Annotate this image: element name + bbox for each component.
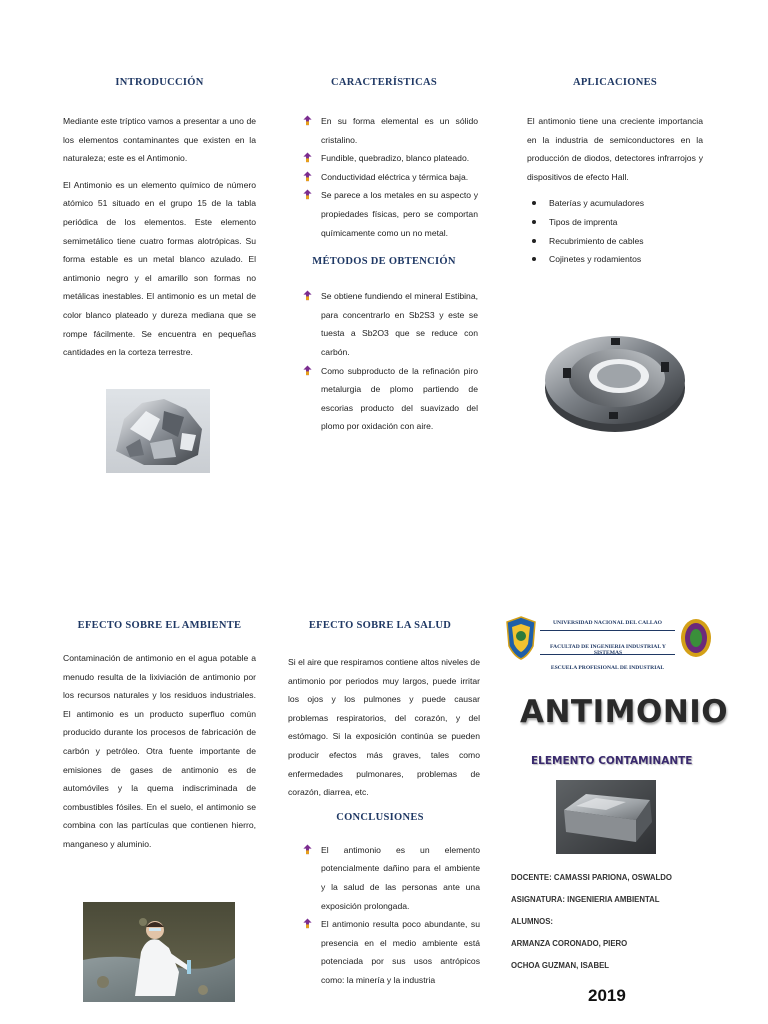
salud-panel: [288, 620, 480, 990]
arrow-bullet-icon: [302, 844, 313, 855]
list-item: El antimonio resulta poco abundante, su presencia en el medio ambiente está potenciada por sus usos antrópicos como: la minería y la industria: [302, 915, 480, 989]
university-seal: [506, 616, 536, 660]
list-item: Como subproducto de la refinación piro metalurgia de plomo partiendo de escorias producto del suavizado del plomo por oxidación con aire.: [302, 362, 478, 436]
salud-paragraph: Si el aire que respiramos contiene altos niveles de antimonio por periodos muy largos, puede irritar los ojos y los pulmones y puede causar problemas respiratorios, del corazón, y del estómago. Si la exposición continúa se pueden producir efectos más graves, tales como enfermedades pulmonares, problemas de corazón, diarrea, etc.: [288, 657, 480, 798]
salud-heading: EFECTO SOBRE LA SALUD: [308, 620, 452, 631]
aplicaciones-list: [527, 194, 703, 268]
docente-text: DOCENTE: CAMASSI PARIONA, OSWALDO: [511, 873, 672, 882]
cover-year: 2019: [588, 986, 626, 1005]
faculty-seal: [680, 618, 712, 658]
caracteristicas-panel: [302, 77, 478, 436]
alumno-name: ARMANZA CORONADO, PIERO: [511, 939, 628, 948]
list-item: Recubrimiento de cables: [527, 232, 703, 251]
list-item: En su forma elemental es un sólido cristalino.: [302, 112, 478, 149]
antimony-ingot-photo: [556, 780, 656, 854]
arrow-bullet-icon: [302, 152, 313, 163]
list-item: Conductividad eléctrica y térmica baja.: [302, 168, 478, 187]
metodos-list: [302, 287, 478, 436]
school-name: ESCUELA PROFESIONAL DE INDUSTRIAL: [550, 665, 665, 671]
cover-rule-2: [540, 654, 675, 655]
list-item: Fundible, quebradizo, blanco plateado.: [302, 149, 478, 168]
alumnos-label: ALUMNOS:: [511, 917, 554, 926]
list-item: Se obtiene fundiendo el mineral Estibina, para concentrarlo en Sb2S3 y este se tuesta a Sb2O3 que se reduce con carbón.: [302, 287, 478, 361]
antimony-crystal-photo: [106, 389, 210, 473]
list-item: Cojinetes y rodamientos: [527, 250, 703, 269]
intro-heading: INTRODUCCIÓN: [115, 77, 204, 88]
university-name: UNIVERSIDAD NACIONAL DEL CALLAO: [553, 620, 662, 626]
intro-paragraph-2: El Antimonio es un elemento químico de número atómico 51 situado en el grupo 15 de la tabla periódica de los elementos. Este elemento semimetálico tiene cuatro formas alotrópicas. Su forma estable es un metal blanco azulado. El antimonio negro y el amarillo son formas no metálicas inestables. El antimonio es un metal de color blanco plateado y dureza mediana que se rompe fácilmente. Se encuentra en pequeñas cantidades en la corteza terrestre.: [63, 179, 256, 358]
alumno-name: OCHOA GUZMAN, ISABEL: [511, 961, 610, 970]
arrow-bullet-icon: [302, 290, 313, 301]
ambiente-panel: [63, 620, 256, 862]
aplicaciones-heading: APLICACIONES: [572, 77, 658, 88]
ambiente-heading: EFECTO SOBRE EL AMBIENTE: [77, 620, 242, 631]
intro-panel: [63, 77, 256, 370]
ambiente-paragraph: Contaminación de antimonio en el agua potable a menudo resulta de la lixiviación de antimonio por los recursos naturales y los residuos industriales. El antimonio es un producto superfluo común producido durante los procesos de fabricación de carbón y petróleo. Otra fuente importante de emisiones de gases de antimonio es de automóviles y la quema indiscriminada de combustibles fósiles. En el suelo, el antimonio se combina con las partículas que contienen hierro, manganeso y aluminio.: [63, 653, 256, 849]
list-item: Baterías y acumuladores: [527, 194, 703, 213]
conclusiones-list: [302, 841, 480, 990]
conclusiones-heading: CONCLUSIONES: [336, 811, 424, 823]
cover-title: ANTIMONIO: [520, 694, 729, 730]
aplicaciones-panel: [527, 77, 703, 269]
aplicaciones-paragraph: El antimonio tiene una creciente importancia en la industria de semiconductores en la producción de diodos, detectores infrarrojos y dispositivos de efecto Hall.: [527, 116, 703, 182]
bearing-photo: [541, 322, 689, 440]
scientist-water-sample-photo: [83, 902, 235, 1002]
metodos-heading: MÉTODOS DE OBTENCIÓN: [312, 256, 456, 268]
arrow-bullet-icon: [302, 115, 313, 126]
list-item: El antimonio es un elemento potencialmente dañino para el ambiente y la salud de las personas ante una exposición prolongada.: [302, 841, 480, 915]
arrow-bullet-icon: [302, 189, 313, 200]
intro-paragraph-1: Mediante este tríptico vamos a presentar a uno de los elementos contaminantes que existen en la naturaleza; este es el Antimonio.: [63, 116, 256, 164]
caracteristicas-heading: CARACTERÍSTICAS: [330, 77, 438, 88]
arrow-bullet-icon: [302, 365, 313, 376]
arrow-bullet-icon: [302, 918, 313, 929]
cover-rule-1: [540, 630, 675, 631]
list-item: Tipos de imprenta: [527, 213, 703, 232]
faculty-name: FACULTAD DE INGENIERIA INDUSTRIAL Y SISTEMAS: [550, 644, 666, 656]
asignatura-text: ASIGNATURA: INGENIERIA AMBIENTAL: [511, 895, 660, 904]
caracteristicas-list: [302, 112, 478, 242]
arrow-bullet-icon: [302, 171, 313, 182]
cover-subtitle: ELEMENTO CONTAMINANTE: [531, 755, 693, 767]
list-item: Se parece a los metales en su aspecto y propiedades físicas, pero se comportan químicamente como un no metal.: [302, 186, 478, 242]
